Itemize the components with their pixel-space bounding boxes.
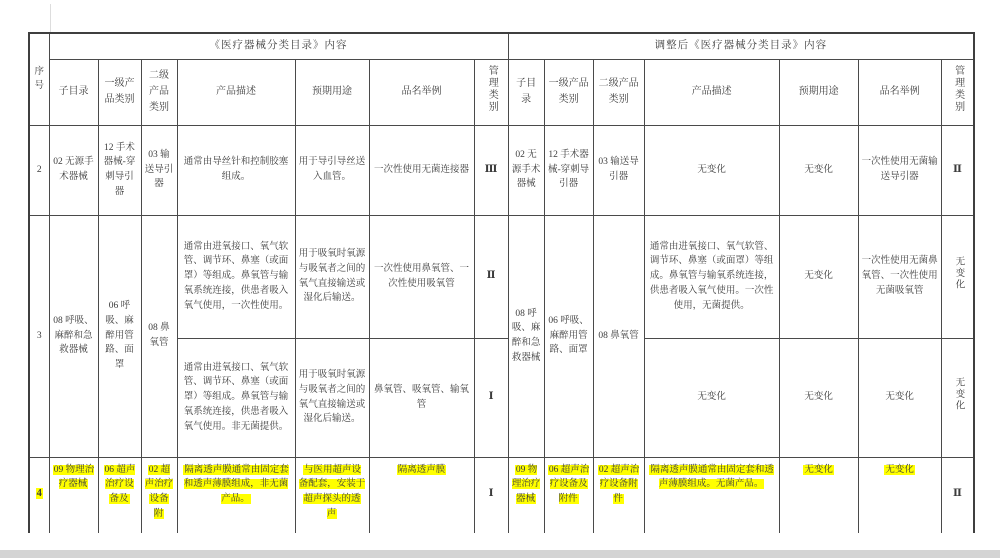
row4-left-subcatalog <box>49 457 98 533</box>
row4-left-description <box>177 457 295 533</box>
row3b-left-description: 通常由进氧接口、氧气软管、调节环、鼻塞（或面罩）等组成。鼻氧管与输氧系统连接，供患者吸入氧气使用。非无菌提供。 <box>177 338 295 457</box>
row3-left-subcatalog: 08 呼吸、麻醉和急救器械 <box>49 215 98 457</box>
col-header-examples-left: 品名举例 <box>369 59 474 125</box>
scan-artifact-line <box>50 4 51 32</box>
row4-right-description-text: 隔离透声膜通常由固定套和透声薄膜组成。无菌产品。 <box>650 464 774 490</box>
row3b-left-examples: 鼻氧管、吸氧管、输氧管 <box>369 338 474 457</box>
col-header-subcatalog-left: 子目录 <box>49 59 98 125</box>
page-bottom-edge <box>0 550 1000 558</box>
group-title-original: 《医疗器械分类目录》内容 <box>49 33 508 59</box>
row3b-left-use: 用于吸氧时氧源与吸氧者之间的氧气直接输送或湿化后输送。 <box>295 338 369 457</box>
group-title-adjusted: 调整后《医疗器械分类目录》内容 <box>508 33 974 59</box>
row4-right-level2-text: 02 超声治疗设备附件 <box>598 464 640 504</box>
col-header-level1-left: 一级产品类别 <box>98 59 141 125</box>
row4-right-level1 <box>544 457 593 533</box>
col-header-level2-right: 二级产品类别 <box>593 59 644 125</box>
row2-serial: 2 <box>29 125 49 215</box>
row3a-right-class <box>941 215 974 338</box>
col-header-class-right <box>941 59 974 125</box>
row3-right-level1: 06 呼吸、麻醉用管路、面罩 <box>544 215 593 457</box>
row4-left-subcatalog-text: 09 物理治疗器械 <box>53 464 95 490</box>
row3b-right-description: 无变化 <box>644 338 779 457</box>
row2-right-class: Ⅱ <box>941 125 974 215</box>
row4-left-examples-text: 隔离透声膜 <box>397 464 446 475</box>
row3-left-level1: 06 呼吸、麻醉用管路、面罩 <box>98 215 141 457</box>
row3a-right-use: 无变化 <box>779 215 858 338</box>
col-header-use-right: 预期用途 <box>779 59 858 125</box>
row3a-left-class: Ⅱ <box>474 215 508 338</box>
row4-serial <box>29 457 49 533</box>
row3b-left-class: Ⅰ <box>474 338 508 457</box>
row4-left-level1-text: 06 超声治疗设备及 <box>104 464 136 504</box>
col-header-use-left: 预期用途 <box>295 59 369 125</box>
comparison-table <box>28 32 975 533</box>
row3-serial: 3 <box>29 215 49 457</box>
row3a-right-examples: 一次性使用无菌鼻氧管、一次性使用无菌吸氧管 <box>858 215 941 338</box>
row3-left-level2: 08 鼻氧管 <box>141 215 177 457</box>
row4-left-level2-text: 02 超声治疗设备附 <box>144 464 174 519</box>
row4-right-examples-text: 无变化 <box>885 464 914 475</box>
row3a-right-description: 通常由进氧接口、氧气软管、调节环、鼻塞（或面罩）等组成。鼻氧管与输氧系统连接，供患者吸入氧气使用。一次性使用，无菌提供。 <box>644 215 779 338</box>
row4-right-subcatalog-text: 09 物理治疗器械 <box>511 464 541 504</box>
row4-right-examples <box>858 457 941 533</box>
row4-right-use-text: 无变化 <box>804 464 833 475</box>
col-header-description-left: 产品描述 <box>177 59 295 125</box>
col-header-description-right: 产品描述 <box>644 59 779 125</box>
row4-left-level1 <box>98 457 141 533</box>
col-header-class-left <box>474 59 508 125</box>
row2-right-description: 无变化 <box>644 125 779 215</box>
table-row-2 <box>29 125 974 215</box>
row2-right-level2: 03 输送导引器 <box>593 125 644 215</box>
row2-right-subcatalog: 02 无源手术器械 <box>508 125 544 215</box>
row4-left-class: Ⅰ <box>474 457 508 533</box>
row2-right-examples: 一次性使用无菌输送导引器 <box>858 125 941 215</box>
serial-header: 序号 <box>29 33 49 125</box>
row3b-right-class-text: 无变化 <box>953 377 964 412</box>
row3b-right-class <box>941 338 974 457</box>
row2-left-subcatalog: 02 无源手术器械 <box>49 125 98 215</box>
row4-right-level2 <box>593 457 644 533</box>
row4-right-use <box>779 457 858 533</box>
col-header-subcatalog-right: 子目录 <box>508 59 544 125</box>
col-header-examples-right: 品名举例 <box>858 59 941 125</box>
row4-left-description-text: 隔离透声膜通常由固定套和透声薄膜组成，非无菌产品。 <box>183 464 289 504</box>
row3a-left-examples: 一次性使用鼻氧管、一次性使用吸氧管 <box>369 215 474 338</box>
row2-right-use: 无变化 <box>779 125 858 215</box>
row4-left-use-text: 与医用超声设备配套，安装于超声探头的透声 <box>298 464 366 519</box>
row4-right-level1-text: 06 超声治疗设备及附件 <box>548 464 590 504</box>
table-row-4-highlighted <box>29 457 974 533</box>
row3-right-level2: 08 鼻氧管 <box>593 215 644 457</box>
row3b-right-use: 无变化 <box>779 338 858 457</box>
row2-left-use: 用于导引导丝送入血管。 <box>295 125 369 215</box>
row4-right-subcatalog <box>508 457 544 533</box>
col-header-class-right-text: 管理类别 <box>952 65 964 113</box>
row3a-right-class-text: 无变化 <box>953 256 964 291</box>
row4-left-use <box>295 457 369 533</box>
row3a-left-description: 通常由进氧接口、氧气软管、调节环、鼻塞（或面罩）等组成。鼻氧管与输氧系统连接，供患者吸入氧气使用，一次性使用。 <box>177 215 295 338</box>
row4-right-class: Ⅱ <box>941 457 974 533</box>
row4-left-level2 <box>141 457 177 533</box>
table-row-3a <box>29 215 974 338</box>
row3b-right-examples: 无变化 <box>858 338 941 457</box>
table-clip-region <box>28 32 975 533</box>
row2-right-level1: 12 手术器械-穿刺导引器 <box>544 125 593 215</box>
row2-left-class: Ⅲ <box>474 125 508 215</box>
row4-right-description <box>644 457 779 533</box>
col-header-class-left-text: 管理类别 <box>486 65 498 113</box>
col-header-level1-right: 一级产品类别 <box>544 59 593 125</box>
row3-right-subcatalog: 08 呼吸、麻醉和急救器械 <box>508 215 544 457</box>
row3a-left-use: 用于吸氧时氧源与吸氧者之间的氧气直接输送或湿化后输送。 <box>295 215 369 338</box>
row2-left-level1: 12 手术器械-穿刺导引器 <box>98 125 141 215</box>
row2-left-description: 通常由导丝针和控制胶塞组成。 <box>177 125 295 215</box>
row2-left-examples: 一次性使用无菌连接器 <box>369 125 474 215</box>
col-header-level2-left: 二级产品类别 <box>141 59 177 125</box>
row4-left-examples <box>369 457 474 533</box>
row2-left-level2: 03 输送导引器 <box>141 125 177 215</box>
row4-serial-text: 4 <box>36 487 42 499</box>
